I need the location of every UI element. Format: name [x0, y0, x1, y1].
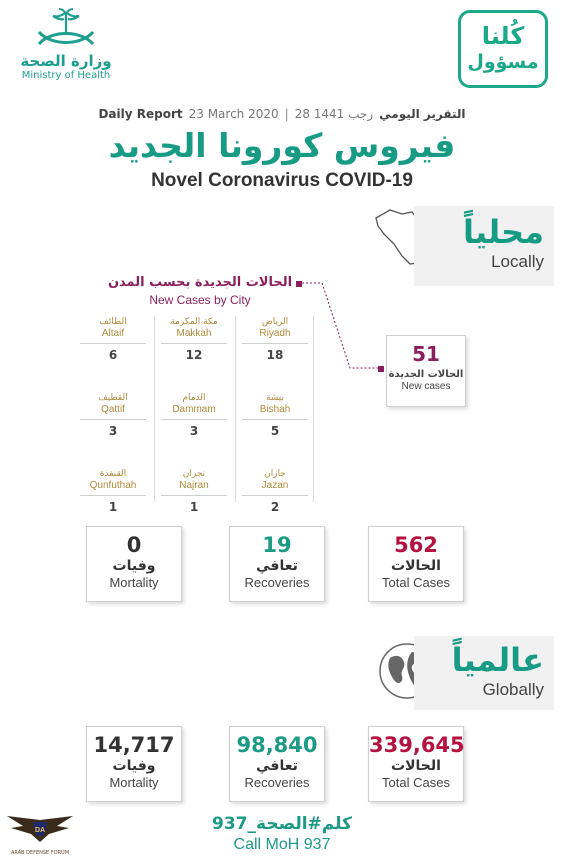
city-name-en: Altaif [80, 328, 146, 344]
campaign-line-2: مسؤول [467, 51, 539, 73]
watermark-mark: DA [34, 827, 46, 834]
ministry-of-health-logo [14, 8, 118, 90]
hotline-text-en: Call MoH 937 [233, 836, 331, 853]
city-qattif [74, 392, 152, 454]
city-name-en: Jazan [242, 480, 308, 496]
cities-heading [90, 274, 310, 308]
city-count: 1 [108, 500, 118, 514]
hijri-date: 28 رجب 1441 [294, 107, 374, 121]
global-recoveries-label-en: Recoveries [244, 775, 310, 790]
city-name-ar: نجران [182, 469, 206, 479]
globally-banner [414, 636, 554, 710]
palm-swords-icon [31, 8, 101, 52]
city-count: 1 [189, 500, 199, 514]
global-recoveries-card [229, 726, 325, 802]
forum-watermark [2, 812, 78, 862]
date-separator: | [284, 107, 289, 121]
city-riyadh [236, 316, 314, 378]
city-name-en: Makkah [161, 328, 227, 344]
local-mortality-label-en: Mortality [109, 575, 159, 590]
local-recoveries-value: 19 [262, 533, 292, 557]
page-title-ar: فيروس كورونا الجديد [108, 126, 456, 165]
globally-label-ar: عالمياً [451, 641, 544, 679]
city-name-ar: الدمام [182, 393, 206, 403]
new-cases-label-ar: الحالات الجديدة [388, 369, 464, 380]
local-mortality-value: 0 [126, 533, 142, 557]
local-total-card [368, 526, 464, 602]
connector-dot-start [296, 281, 302, 287]
eagle-emblem-icon [5, 812, 75, 846]
city-name-en: Dammam [161, 404, 227, 420]
city-name-ar: الرياض [261, 317, 289, 327]
daily-report-label: Daily Report [98, 107, 183, 121]
city-qunfuthah [74, 468, 152, 530]
report-date-line [0, 105, 564, 123]
grid-divider [313, 316, 314, 502]
city-altaif [74, 316, 152, 378]
local-recoveries-label-en: Recoveries [244, 575, 310, 590]
grid-divider [154, 316, 155, 502]
gregorian-date: 23 March 2020 [188, 107, 279, 121]
local-recoveries-card [229, 526, 325, 602]
cities-heading-en: New Cases by City [149, 293, 251, 307]
local-mortality-label-ar: وفيات [112, 558, 156, 574]
cities-heading-ar: الحالات الجديدة بحسب المدن [107, 275, 293, 290]
local-mortality-card [86, 526, 182, 602]
ministry-name-ar: وزارة الصحة [20, 52, 112, 70]
watermark-text: ARAB DEFENSE FORUM [10, 850, 70, 856]
city-count: 6 [108, 348, 118, 362]
city-name-ar: القنفذة [99, 469, 127, 479]
city-count: 5 [270, 424, 280, 438]
new-cases-label-en: New cases [401, 381, 451, 392]
global-recoveries-label-ar: تعافي [256, 758, 298, 774]
city-name-ar: بيشة [265, 393, 285, 403]
city-count: 3 [189, 424, 199, 438]
city-name-en: Bishah [242, 404, 308, 420]
local-recoveries-label-ar: تعافي [256, 558, 298, 574]
global-mortality-value: 14,717 [93, 733, 175, 757]
city-count: 18 [266, 348, 284, 362]
city-najran [155, 468, 233, 530]
campaign-logo [458, 10, 548, 88]
grid-divider [235, 316, 236, 502]
city-name-ar: مكة المكرمة [170, 317, 218, 327]
global-mortality-label-en: Mortality [109, 775, 159, 790]
city-count: 3 [108, 424, 118, 438]
new-cases-card [386, 335, 466, 407]
campaign-line-1: كُلنا [481, 22, 525, 50]
ministry-name-en: Ministry of Health [21, 70, 111, 81]
global-mortality-label-ar: وفيات [112, 758, 156, 774]
city-name-en: Riyadh [242, 328, 308, 344]
new-cases-value: 51 [412, 342, 440, 366]
locally-banner [414, 206, 554, 286]
local-total-label-ar: الحالات [391, 558, 441, 574]
city-count: 12 [185, 348, 203, 362]
global-total-label-en: Total Cases [382, 775, 450, 790]
locally-label-en: Locally [491, 252, 544, 271]
page-title-en: Novel Coronavirus COVID-19 [151, 170, 413, 191]
local-total-label-en: Total Cases [382, 575, 450, 590]
locally-label-ar: محلياً [462, 213, 544, 251]
hotline-text-ar: كلم#الصحة_937 [212, 814, 352, 834]
local-total-value: 562 [394, 533, 438, 557]
global-total-card [368, 726, 464, 802]
city-count: 2 [270, 500, 280, 514]
cities-grid [74, 316, 314, 530]
city-name-en: Qattif [80, 404, 146, 420]
city-dammam [155, 392, 233, 454]
global-mortality-card [86, 726, 182, 802]
city-name-ar: جازان [264, 469, 286, 479]
city-name-ar: القطيف [98, 393, 128, 403]
global-total-value: 339,645 [369, 733, 465, 757]
city-name-ar: الطائف [99, 317, 127, 327]
daily-report-label-ar: التقرير اليومي [379, 107, 466, 121]
globally-label-en: Globally [482, 680, 544, 699]
city-makkah [155, 316, 233, 378]
city-jazan [236, 468, 314, 530]
global-recoveries-value: 98,840 [236, 733, 318, 757]
global-total-label-ar: الحالات [391, 758, 441, 774]
city-name-en: Qunfuthah [80, 480, 146, 496]
connector-dot-end [378, 366, 384, 372]
city-name-en: Najran [161, 480, 227, 496]
city-bishah [236, 392, 314, 454]
